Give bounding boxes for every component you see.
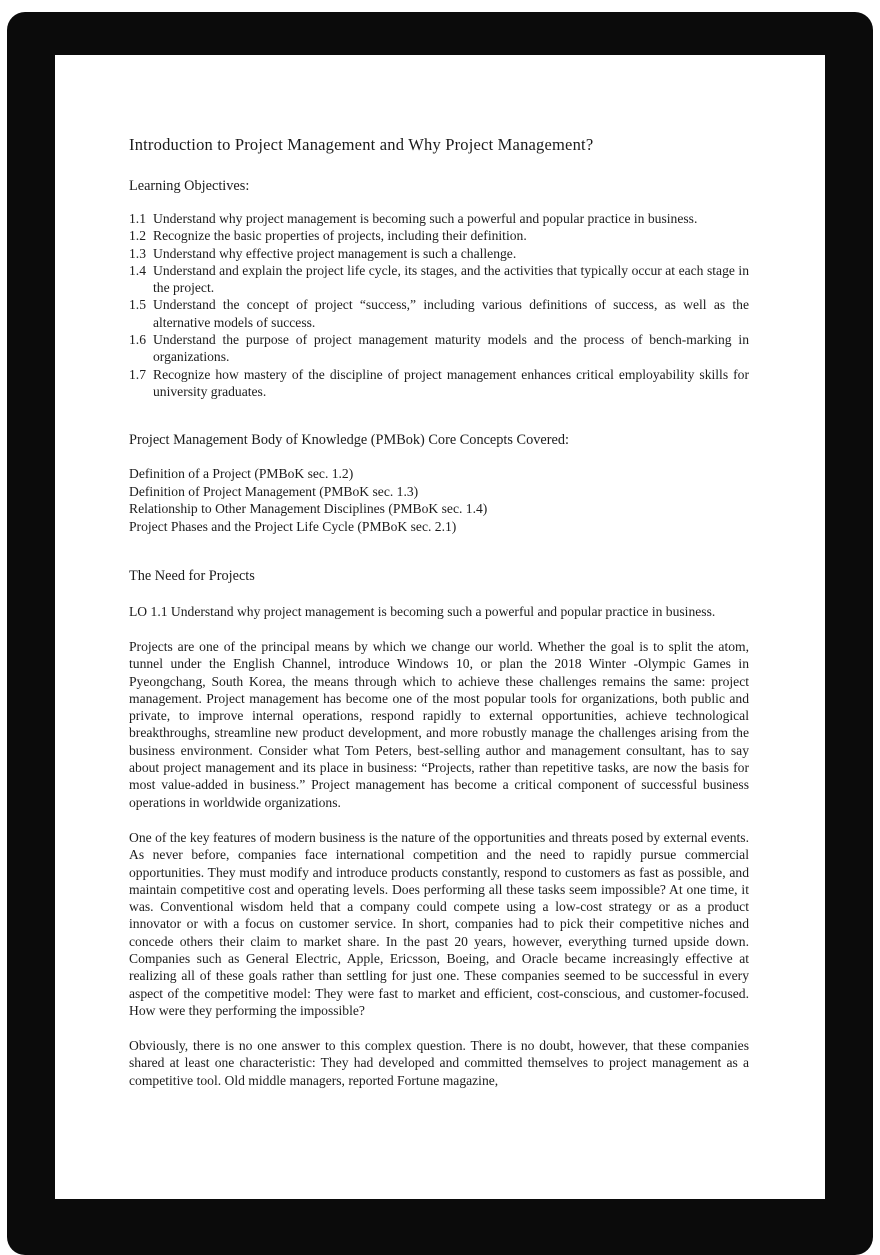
objective-number: 1.3 [129, 245, 146, 261]
need-for-projects-heading: The Need for Projects [129, 567, 255, 584]
pmbok-item: Relationship to Other Management Disciplines (PMBoK sec. 1.4) [129, 501, 488, 517]
objective-item [129, 296, 749, 331]
objective-item [129, 245, 749, 262]
viewer-background [7, 12, 873, 1255]
objective-item [129, 210, 749, 227]
learning-objectives-heading: Learning Objectives: [129, 178, 250, 194]
objective-item [129, 331, 749, 366]
objective-number: 1.1 [129, 211, 146, 226]
objective-text: Understand why effective project management is such a challenge. [153, 245, 517, 261]
document-page [55, 55, 825, 1199]
body-paragraph: One of the key features of modern business is the nature of the opportunities and threats posed by external events. As never before, companies face international competition and the need to rapidly pursue commercial opportunities. They must modify and introduce products constantly, respond to customers as fast as possible, and maintain competitive cost and operating levels. Does performing all these tasks seem impossible? At one time, it was. Conventional wisdom held that a company could compete using a low-cost strategy or as a product innovator or with a focus on customer service. In short, companies had to pick their competitive niches and concede others their claim to market share. In the past 20 years, however, everything turned upside down. Companies such as General Electric, Apple, Ericsson, Boeing, and Oracle became increasingly effective at realizing all of these goals rather than settling for just one. These companies seemed to be successful in every aspect of the competitive model: They were fast to market and efficient, cost-conscious, and customer-focused. How were they performing the impossible? [129, 829, 749, 1018]
objective-text: Understand the concept of project “success,” including various definitions of success, as well as the alternative models of success. [153, 297, 749, 330]
lo-statement: LO 1.1 Understand why project management is becoming such a powerful and popular practice in business. [129, 603, 716, 619]
pmbok-item: Project Phases and the Project Life Cycle (PMBoK sec. 2.1) [129, 519, 457, 535]
objective-text: Understand and explain the project life cycle, its stages, and the activities that typically occur at each stage in the project. [153, 262, 749, 296]
objective-text: Recognize how mastery of the discipline of project management enhances critical employability skills for university graduates. [153, 366, 749, 399]
objective-item [129, 366, 749, 401]
pmbok-concepts-list [129, 465, 749, 535]
objective-number: 1.4 [129, 262, 146, 278]
objective-number: 1.7 [129, 366, 146, 382]
objective-item [129, 262, 749, 297]
objective-number: 1.5 [129, 297, 146, 313]
pmbok-item: Definition of a Project (PMBoK sec. 1.2) [129, 466, 354, 482]
body-paragraph: Projects are one of the principal means by which we change our world. Whether the goal is to split the atom, tunnel under the English Channel, introduce Windows 10, or plan the 2018 Winter -Olympic Games in Pyeongchang, South Korea, the means through which to achieve these challenges remains the same: project management. Project management has become one of the most popular tools for organizations, both public and private, to improve internal operations, respond rapidly to external opportunities, achieve technological breakthroughs, streamline new product development, and more robustly manage the challenges arising from the business environment. Consider what Tom Peters, best-selling author and management consultant, has to say about project management and its place in business: “Projects, rather than repetitive tasks, are now the basis for most value-added in business.” Project management has become a critical component of successful business operations in worldwide organizations. [129, 638, 749, 810]
body-paragraph: Obviously, there is no one answer to this complex question. There is no doubt, however, that these companies shared at least one characteristic: They had developed and committed themselves to project management as a competitive tool. Old middle managers, reported Fortune magazine, [129, 1038, 749, 1088]
objective-item [129, 227, 749, 244]
objective-number: 1.2 [129, 228, 146, 244]
objective-text: Understand why project management is becoming such a powerful and popular practice in business. [153, 211, 698, 226]
objective-number: 1.6 [129, 332, 146, 348]
pmbok-item: Definition of Project Management (PMBoK sec. 1.3) [129, 483, 419, 499]
document-title: Introduction to Project Management and Why Project Management? [129, 135, 594, 154]
pmbok-heading: Project Management Body of Knowledge (PMBok) Core Concepts Covered: [129, 432, 569, 449]
objective-text: Understand the purpose of project management maturity models and the process of bench-marking in organizations. [153, 332, 749, 365]
learning-objectives-list [129, 210, 749, 400]
objective-text: Recognize the basic properties of projects, including their definition. [153, 228, 527, 244]
